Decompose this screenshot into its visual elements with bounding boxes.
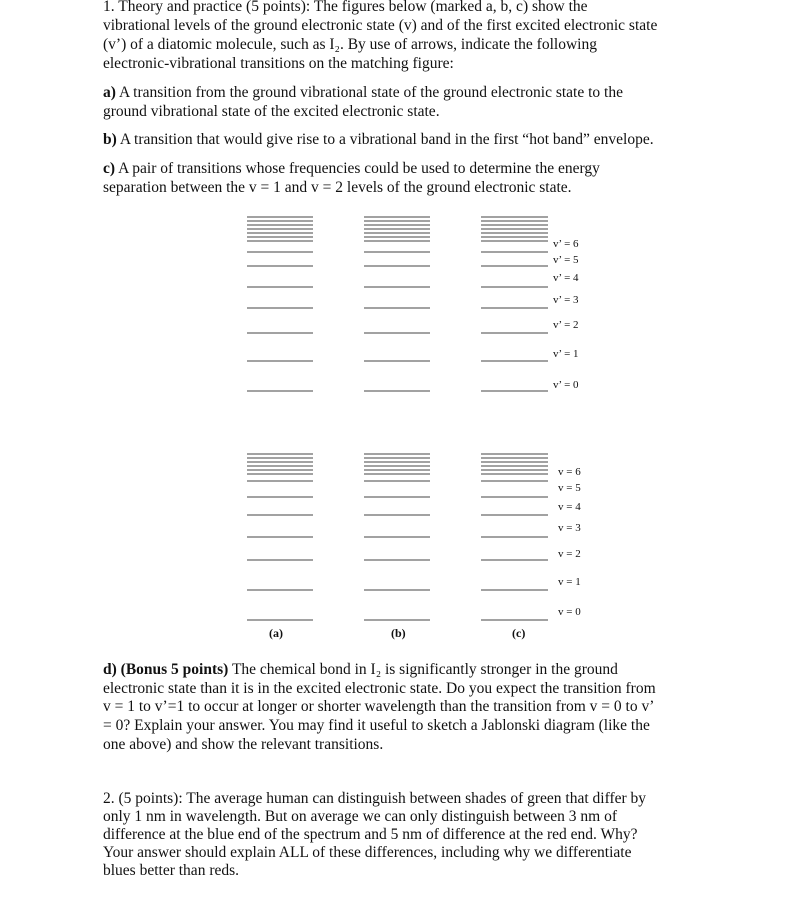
q1-part-a-line-2: ground vibrational state of the excited electronic state. bbox=[103, 103, 440, 120]
q2-line-2: only 1 nm in wavelength. But on average we can only distinguish between 3 nm of bbox=[103, 808, 617, 825]
part-b-prefix: b) bbox=[103, 131, 117, 148]
q1-part-d-line-1 bbox=[103, 660, 693, 679]
part-b-text: A transition that would give rise to a vibrational band in the first “hot band” envelope. bbox=[116, 131, 654, 148]
q1-intro-line-1: 1. Theory and practice (5 points): The figures below (marked a, b, c) show the bbox=[103, 0, 588, 15]
excited-level-label: v’ = 5 bbox=[553, 254, 579, 266]
ground-level-label: v = 3 bbox=[558, 522, 581, 534]
q1-intro-line-3: (v’) of a diatomic molecule, such as I₂. By use of arrows, indicate the following bbox=[103, 36, 597, 53]
ground-level-label: v = 4 bbox=[558, 501, 581, 513]
q1-intro-line-2: vibrational levels of the ground electronic state (v) and of the first excited electronic state bbox=[103, 17, 658, 34]
part-d-prefix: d) (Bonus 5 points) bbox=[103, 661, 229, 678]
part-c-prefix: c) bbox=[103, 160, 116, 177]
ground-level-label: v = 6 bbox=[558, 466, 581, 478]
excited-level-label: v’ = 6 bbox=[553, 238, 579, 250]
q1-part-c-line-2: separation between the v = 1 and v = 2 levels of the ground electronic state. bbox=[103, 179, 572, 196]
part-d-text-1: The chemical bond in I₂ is significantly stronger in the ground bbox=[228, 661, 618, 678]
ground-level-label: v = 1 bbox=[558, 576, 581, 588]
q1-part-d-line-4: = 0? Explain your answer. You may find it useful to sketch a Jablonski diagram (like the bbox=[103, 717, 650, 734]
q2-line-1: 2. (5 points): The average human can distinguish between shades of green that differ by bbox=[103, 790, 647, 807]
q1-intro-line-4: electronic-vibrational transitions on the matching figure: bbox=[103, 55, 454, 72]
part-a-prefix: a) bbox=[103, 84, 116, 101]
ground-level-label: v = 2 bbox=[558, 548, 581, 560]
figure-label-c: (c) bbox=[512, 626, 526, 640]
q1-part-d-line-5: one above) and show the relevant transitions. bbox=[103, 736, 384, 753]
excited-level-label: v’ = 4 bbox=[553, 272, 579, 284]
q1-part-d-line-2: electronic state than it is in the excited electronic state. Do you expect the transition from bbox=[103, 680, 656, 697]
excited-level-label: v’ = 0 bbox=[553, 379, 579, 391]
figure-label-a: (a) bbox=[269, 626, 283, 640]
q1-part-d-line-3: v = 1 to v’=1 to occur at longer or shorter wavelength than the transition from v = 0 to v’ bbox=[103, 698, 655, 715]
q2-line-4: Your answer should explain ALL of these differences, including why we differentiate bbox=[103, 844, 632, 861]
part-c-text-1: A pair of transitions whose frequencies could be used to determine the energy bbox=[115, 160, 600, 177]
ground-level-label: v = 0 bbox=[558, 606, 581, 618]
q2-line-5: blues better than reds. bbox=[103, 862, 240, 879]
part-a-text-1: A transition from the ground vibrational state of the ground electronic state to the bbox=[115, 84, 623, 101]
ground-level-label: v = 5 bbox=[558, 482, 581, 494]
excited-level-label: v’ = 1 bbox=[553, 348, 579, 360]
excited-level-label: v’ = 3 bbox=[553, 294, 579, 306]
q2-line-3: difference at the blue end of the spectrum and 5 nm of difference at the red end. Why? bbox=[103, 826, 638, 843]
figure-label-b: (b) bbox=[391, 626, 406, 640]
excited-level-label: v’ = 2 bbox=[553, 319, 579, 331]
